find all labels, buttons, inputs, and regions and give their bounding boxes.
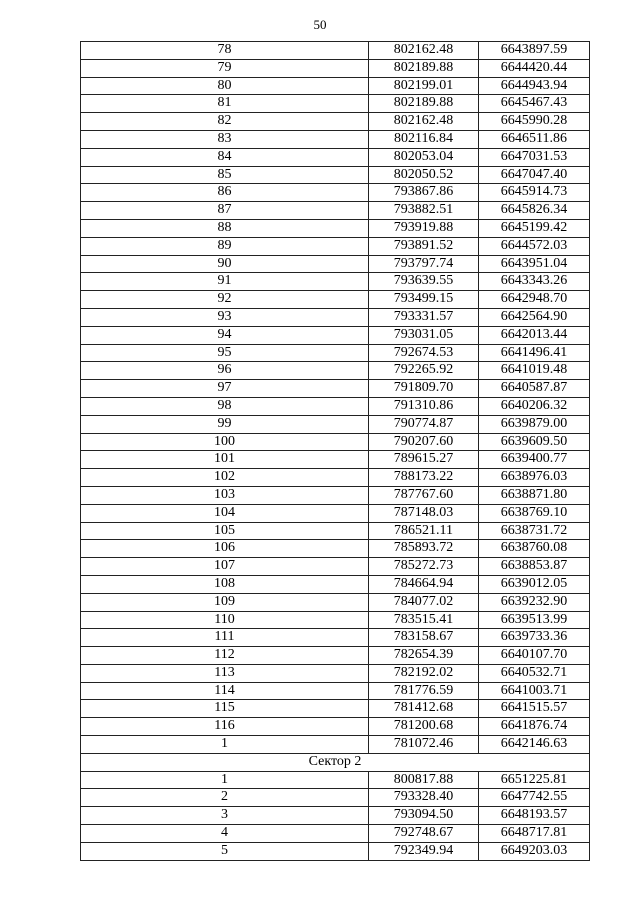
table-row <box>81 700 590 718</box>
point-number: 107 <box>81 558 369 576</box>
y-coordinate: 6640107.70 <box>479 647 590 665</box>
y-coordinate: 6647742.55 <box>479 789 590 807</box>
y-coordinate: 6638731.72 <box>479 522 590 540</box>
point-number: 108 <box>81 575 369 593</box>
sector-row <box>81 753 590 771</box>
y-coordinate: 6640206.32 <box>479 397 590 415</box>
point-number: 116 <box>81 718 369 736</box>
y-coordinate: 6645914.73 <box>479 184 590 202</box>
x-coordinate: 787767.60 <box>369 486 479 504</box>
point-number: 80 <box>81 77 369 95</box>
table-row <box>81 504 590 522</box>
x-coordinate: 802162.48 <box>369 42 479 60</box>
x-coordinate: 793499.15 <box>369 291 479 309</box>
x-coordinate: 787148.03 <box>369 504 479 522</box>
table-body-after <box>81 771 590 860</box>
point-number: 4 <box>81 825 369 843</box>
point-number: 83 <box>81 130 369 148</box>
point-number: 81 <box>81 95 369 113</box>
y-coordinate: 6641019.48 <box>479 362 590 380</box>
table-row <box>81 255 590 273</box>
x-coordinate: 785272.73 <box>369 558 479 576</box>
table-row <box>81 344 590 362</box>
point-number: 92 <box>81 291 369 309</box>
point-number: 5 <box>81 842 369 860</box>
y-coordinate: 6639232.90 <box>479 593 590 611</box>
table-row <box>81 362 590 380</box>
table-row <box>81 647 590 665</box>
point-number: 96 <box>81 362 369 380</box>
table-row <box>81 736 590 754</box>
x-coordinate: 790774.87 <box>369 415 479 433</box>
y-coordinate: 6639609.50 <box>479 433 590 451</box>
y-coordinate: 6642146.63 <box>479 736 590 754</box>
table-row <box>81 291 590 309</box>
point-number: 82 <box>81 113 369 131</box>
table-row <box>81 380 590 398</box>
y-coordinate: 6638871.80 <box>479 486 590 504</box>
y-coordinate: 6648717.81 <box>479 825 590 843</box>
sector-title: Сектор 2 <box>81 753 590 771</box>
y-coordinate: 6645990.28 <box>479 113 590 131</box>
y-coordinate: 6645467.43 <box>479 95 590 113</box>
point-number: 109 <box>81 593 369 611</box>
y-coordinate: 6640587.87 <box>479 380 590 398</box>
y-coordinate: 6643343.26 <box>479 273 590 291</box>
y-coordinate: 6638853.87 <box>479 558 590 576</box>
y-coordinate: 6640532.71 <box>479 664 590 682</box>
table-row <box>81 59 590 77</box>
x-coordinate: 784077.02 <box>369 593 479 611</box>
x-coordinate: 802053.04 <box>369 148 479 166</box>
y-coordinate: 6646511.86 <box>479 130 590 148</box>
y-coordinate: 6639400.77 <box>479 451 590 469</box>
point-number: 78 <box>81 42 369 60</box>
sector-header <box>81 753 590 771</box>
y-coordinate: 6641876.74 <box>479 718 590 736</box>
point-number: 112 <box>81 647 369 665</box>
x-coordinate: 781776.59 <box>369 682 479 700</box>
x-coordinate: 802162.48 <box>369 113 479 131</box>
point-number: 100 <box>81 433 369 451</box>
y-coordinate: 6642013.44 <box>479 326 590 344</box>
y-coordinate: 6645826.34 <box>479 202 590 220</box>
table-row <box>81 842 590 860</box>
point-number: 3 <box>81 807 369 825</box>
y-coordinate: 6647031.53 <box>479 148 590 166</box>
x-coordinate: 793331.57 <box>369 308 479 326</box>
x-coordinate: 790207.60 <box>369 433 479 451</box>
x-coordinate: 800817.88 <box>369 771 479 789</box>
point-number: 113 <box>81 664 369 682</box>
table-row <box>81 42 590 60</box>
y-coordinate: 6638976.03 <box>479 469 590 487</box>
table-row <box>81 486 590 504</box>
table-row <box>81 807 590 825</box>
x-coordinate: 781412.68 <box>369 700 479 718</box>
x-coordinate: 789615.27 <box>369 451 479 469</box>
x-coordinate: 786521.11 <box>369 522 479 540</box>
table-row <box>81 575 590 593</box>
table-row <box>81 113 590 131</box>
table-row <box>81 593 590 611</box>
point-number: 90 <box>81 255 369 273</box>
y-coordinate: 6641003.71 <box>479 682 590 700</box>
y-coordinate: 6642564.90 <box>479 308 590 326</box>
y-coordinate: 6639879.00 <box>479 415 590 433</box>
x-coordinate: 802116.84 <box>369 130 479 148</box>
x-coordinate: 793639.55 <box>369 273 479 291</box>
y-coordinate: 6642948.70 <box>479 291 590 309</box>
point-number: 110 <box>81 611 369 629</box>
point-number: 85 <box>81 166 369 184</box>
x-coordinate: 791809.70 <box>369 380 479 398</box>
y-coordinate: 6643897.59 <box>479 42 590 60</box>
point-number: 95 <box>81 344 369 362</box>
point-number: 99 <box>81 415 369 433</box>
table-row <box>81 522 590 540</box>
x-coordinate: 782654.39 <box>369 647 479 665</box>
point-number: 98 <box>81 397 369 415</box>
x-coordinate: 793882.51 <box>369 202 479 220</box>
table-row <box>81 789 590 807</box>
x-coordinate: 783515.41 <box>369 611 479 629</box>
x-coordinate: 793867.86 <box>369 184 479 202</box>
x-coordinate: 792349.94 <box>369 842 479 860</box>
table-row <box>81 166 590 184</box>
point-number: 1 <box>81 771 369 789</box>
page-number: 50 <box>313 17 327 32</box>
point-number: 115 <box>81 700 369 718</box>
point-number: 105 <box>81 522 369 540</box>
table-row <box>81 326 590 344</box>
table-row <box>81 308 590 326</box>
x-coordinate: 788173.22 <box>369 469 479 487</box>
point-number: 114 <box>81 682 369 700</box>
point-number: 79 <box>81 59 369 77</box>
point-number: 103 <box>81 486 369 504</box>
point-number: 89 <box>81 237 369 255</box>
table-row <box>81 558 590 576</box>
table-row <box>81 451 590 469</box>
table-row <box>81 771 590 789</box>
x-coordinate: 792748.67 <box>369 825 479 843</box>
x-coordinate: 792674.53 <box>369 344 479 362</box>
table-row <box>81 682 590 700</box>
table-row <box>81 433 590 451</box>
y-coordinate: 6644420.44 <box>479 59 590 77</box>
table-row <box>81 825 590 843</box>
x-coordinate: 802199.01 <box>369 77 479 95</box>
point-number: 93 <box>81 308 369 326</box>
x-coordinate: 793919.88 <box>369 219 479 237</box>
coordinates-table <box>80 41 590 861</box>
point-number: 104 <box>81 504 369 522</box>
table-row <box>81 148 590 166</box>
point-number: 87 <box>81 202 369 220</box>
table-row <box>81 629 590 647</box>
table-row <box>81 237 590 255</box>
table-row <box>81 130 590 148</box>
point-number: 106 <box>81 540 369 558</box>
x-coordinate: 793031.05 <box>369 326 479 344</box>
point-number: 94 <box>81 326 369 344</box>
table-row <box>81 664 590 682</box>
point-number: 86 <box>81 184 369 202</box>
y-coordinate: 6638760.08 <box>479 540 590 558</box>
point-number: 88 <box>81 219 369 237</box>
table-row <box>81 540 590 558</box>
point-number: 101 <box>81 451 369 469</box>
y-coordinate: 6651225.81 <box>479 771 590 789</box>
x-coordinate: 783158.67 <box>369 629 479 647</box>
point-number: 1 <box>81 736 369 754</box>
x-coordinate: 793797.74 <box>369 255 479 273</box>
point-number: 2 <box>81 789 369 807</box>
y-coordinate: 6639012.05 <box>479 575 590 593</box>
x-coordinate: 782192.02 <box>369 664 479 682</box>
y-coordinate: 6641515.57 <box>479 700 590 718</box>
y-coordinate: 6638769.10 <box>479 504 590 522</box>
point-number: 102 <box>81 469 369 487</box>
y-coordinate: 6639513.99 <box>479 611 590 629</box>
y-coordinate: 6644572.03 <box>479 237 590 255</box>
table-row <box>81 219 590 237</box>
x-coordinate: 785893.72 <box>369 540 479 558</box>
x-coordinate: 802050.52 <box>369 166 479 184</box>
y-coordinate: 6648193.57 <box>479 807 590 825</box>
x-coordinate: 793328.40 <box>369 789 479 807</box>
x-coordinate: 793891.52 <box>369 237 479 255</box>
table-row <box>81 397 590 415</box>
table-row <box>81 415 590 433</box>
table-row <box>81 469 590 487</box>
point-number: 97 <box>81 380 369 398</box>
y-coordinate: 6641496.41 <box>479 344 590 362</box>
y-coordinate: 6644943.94 <box>479 77 590 95</box>
table-row <box>81 718 590 736</box>
table-row <box>81 184 590 202</box>
table-row <box>81 202 590 220</box>
x-coordinate: 802189.88 <box>369 59 479 77</box>
x-coordinate: 781072.46 <box>369 736 479 754</box>
table-body-before <box>81 42 590 754</box>
x-coordinate: 784664.94 <box>369 575 479 593</box>
y-coordinate: 6647047.40 <box>479 166 590 184</box>
x-coordinate: 792265.92 <box>369 362 479 380</box>
y-coordinate: 6645199.42 <box>479 219 590 237</box>
point-number: 111 <box>81 629 369 647</box>
table-row <box>81 95 590 113</box>
x-coordinate: 791310.86 <box>369 397 479 415</box>
table-row <box>81 273 590 291</box>
x-coordinate: 793094.50 <box>369 807 479 825</box>
y-coordinate: 6649203.03 <box>479 842 590 860</box>
y-coordinate: 6639733.36 <box>479 629 590 647</box>
x-coordinate: 781200.68 <box>369 718 479 736</box>
table-row <box>81 611 590 629</box>
x-coordinate: 802189.88 <box>369 95 479 113</box>
y-coordinate: 6643951.04 <box>479 255 590 273</box>
point-number: 91 <box>81 273 369 291</box>
point-number: 84 <box>81 148 369 166</box>
table-row <box>81 77 590 95</box>
